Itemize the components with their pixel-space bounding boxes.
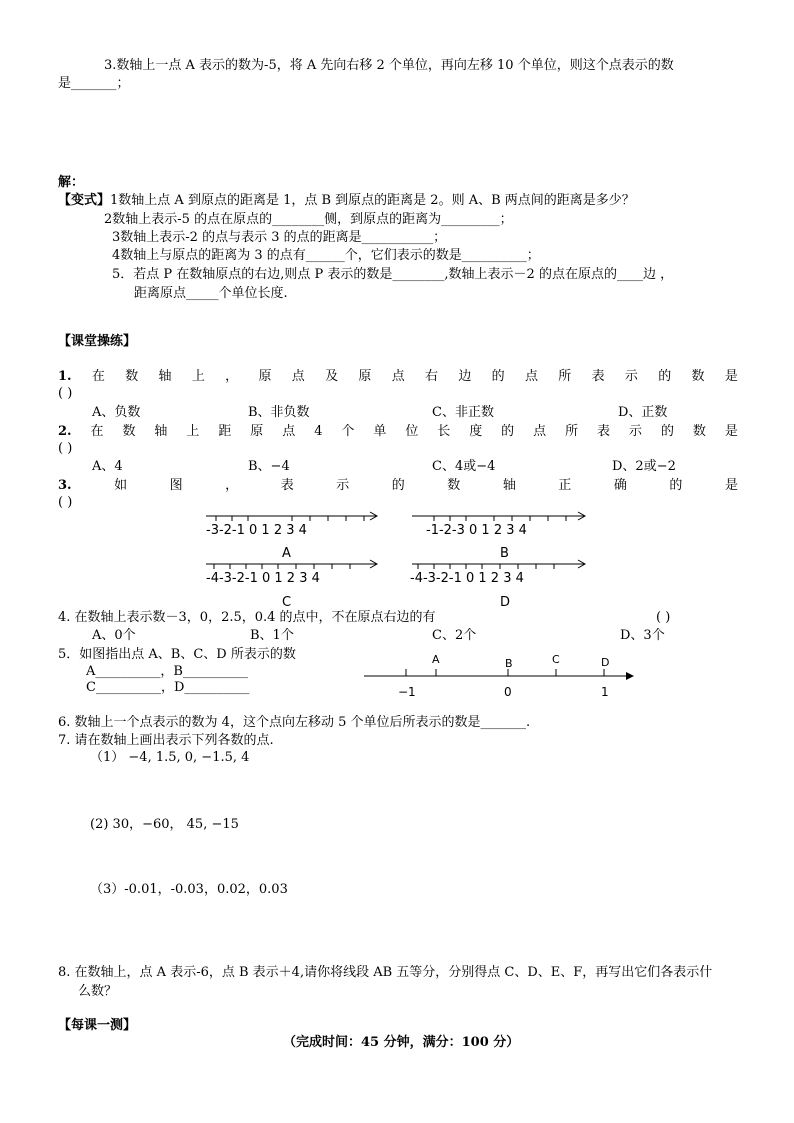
q1-option-d: D、正数 xyxy=(618,405,668,420)
q5-point-d: D xyxy=(601,656,610,669)
q7-part1: （1） −4, 1.5, 0, −1.5, 4 xyxy=(90,750,250,765)
q4-option-a: A、0个 xyxy=(92,628,136,643)
practice-q7: 7. 请在数轴上画出表示下列各数的点. xyxy=(58,733,274,748)
variant-1 xyxy=(58,193,635,209)
q5-point-c: C xyxy=(552,653,560,666)
variant-4: 4数轴上与原点的距离为 3 的点有______个，它们表示的数是__________； xyxy=(112,248,540,263)
axis-b-labels: -1-2-3 0 1 2 3 4 xyxy=(426,523,527,538)
axis-b xyxy=(412,512,585,561)
q3-line1: 3.数轴上一点 A 表示的数为-5，将 A 先向右移 2 个单位，再向左移 10 个单位，则这个点表示的数 xyxy=(104,58,674,73)
q7-part2: (2) 30，−60， 45, −15 xyxy=(90,817,239,832)
q5-number-line xyxy=(360,648,640,704)
axis-a-letter: A xyxy=(282,546,291,561)
q1-option-a: A、负数 xyxy=(92,405,141,420)
q4-option-c: C、2个 xyxy=(432,628,477,643)
q7-part3: （3）-0.01，-0.03，0.02，0.03 xyxy=(90,882,288,897)
axis-d xyxy=(410,560,585,610)
practice-q6: 6. 数轴上一个点表示的数为 4，这个点向左移动 5 个单位后所表示的数是_______. xyxy=(58,715,531,730)
q1-stem: 1. 在 数 轴 上 ， 原 点 及 原 点 右 边 的 点 所 表 示 的 数 是 xyxy=(58,369,738,384)
q1-option-b: B、非负数 xyxy=(248,405,310,420)
axis-b-letter: B xyxy=(500,546,509,561)
q5-tick-neg1: −1 xyxy=(398,685,416,699)
axis-a-labels: -3-2-1 0 1 2 3 4 xyxy=(206,523,307,538)
practice-q2 xyxy=(58,424,738,440)
q2-option-c: C、4或−4 xyxy=(432,459,496,474)
axis-c xyxy=(206,560,377,610)
axis-c-labels: -4-3-2-1 0 1 2 3 4 xyxy=(206,571,320,586)
q4-option-d: D、3个 xyxy=(620,628,665,643)
q5-tick-0: 0 xyxy=(504,685,512,699)
axis-a xyxy=(206,512,377,561)
practice-q3 xyxy=(58,478,738,494)
variant-1-text: 1数轴上点 A 到原点的距离是 1，点 B 到原点的距离是 2。则 A、B 两点间的距离是多少？ xyxy=(110,193,635,208)
q2-stem: 2. 在 数 轴 上 距 原 点 4 个 单 位 长 度 的 点 所 表 示 的 数 是 xyxy=(58,424,738,439)
q3-number-lines xyxy=(196,506,596,612)
axis-d-letter: D xyxy=(500,595,511,610)
q3-paren: ( ) xyxy=(58,495,73,510)
axis-c-letter: C xyxy=(282,595,292,610)
variant-2: 2数轴上表示-5 的点在原点的________侧，到原点的距离为_________； xyxy=(104,212,513,227)
practice-q8-line1: 8. 在数轴上，点 A 表示-6，点 B 表示＋4,请你将线段 AB 五等分，分别得点 C、D、E、F，再写出它们各表示什 xyxy=(58,965,713,980)
q5-point-b: B xyxy=(505,657,513,670)
solution-label: 解： xyxy=(58,175,85,190)
q4-option-b: B、1个 xyxy=(250,628,294,643)
practice-q4: 4. 在数轴上表示数－3，0，2.5，0.4 的点中，不在原点右边的有 xyxy=(58,610,436,625)
q5-tick-1: 1 xyxy=(601,685,609,699)
test-time-score: （完成时间：45 分钟，满分：100 分） xyxy=(283,1035,520,1050)
q3-stem: 3. 如 图 ， 表 示 的 数 轴 正 确 的 是 xyxy=(58,478,738,493)
q2-paren: ( ) xyxy=(58,441,73,456)
practice-heading: 【课堂操练】 xyxy=(58,334,137,349)
test-heading: 【每课一测】 xyxy=(58,1018,137,1033)
q2-option-a: A、4 xyxy=(92,459,123,474)
q5-blank-ab: A__________，B__________ xyxy=(86,664,248,679)
variant-3: 3数轴上表示-2 的点与表示 3 的点的距离是___________； xyxy=(112,230,447,245)
q3-line2: 是_______； xyxy=(58,76,130,91)
practice-q1 xyxy=(58,369,738,385)
variant-5a: 5．若点 P 在数轴原点的右边,则点 P 表示的数是________,数轴上表示－2 的点在原点的____边 ， xyxy=(112,267,674,282)
practice-q8-line2: 么数？ xyxy=(78,984,118,999)
q5-point-a: A xyxy=(432,653,440,666)
variant-5b: 距离原点_____个单位长度. xyxy=(134,286,288,301)
q1-paren: ( ) xyxy=(58,386,73,401)
variant-tag: 【变式】 xyxy=(58,193,111,208)
q4-paren: ( ) xyxy=(656,610,671,625)
q2-option-b: B、−4 xyxy=(248,459,290,474)
q5-blank-cd: C__________，D__________ xyxy=(86,680,250,695)
q1-option-c: C、非正数 xyxy=(432,405,494,420)
practice-q5: 5．如图指出点 A、B、C、D 所表示的数 xyxy=(58,647,296,662)
q2-option-d: D、2或−2 xyxy=(612,459,676,474)
axis-d-labels: -4-3-2-1 0 1 2 3 4 xyxy=(410,571,524,586)
